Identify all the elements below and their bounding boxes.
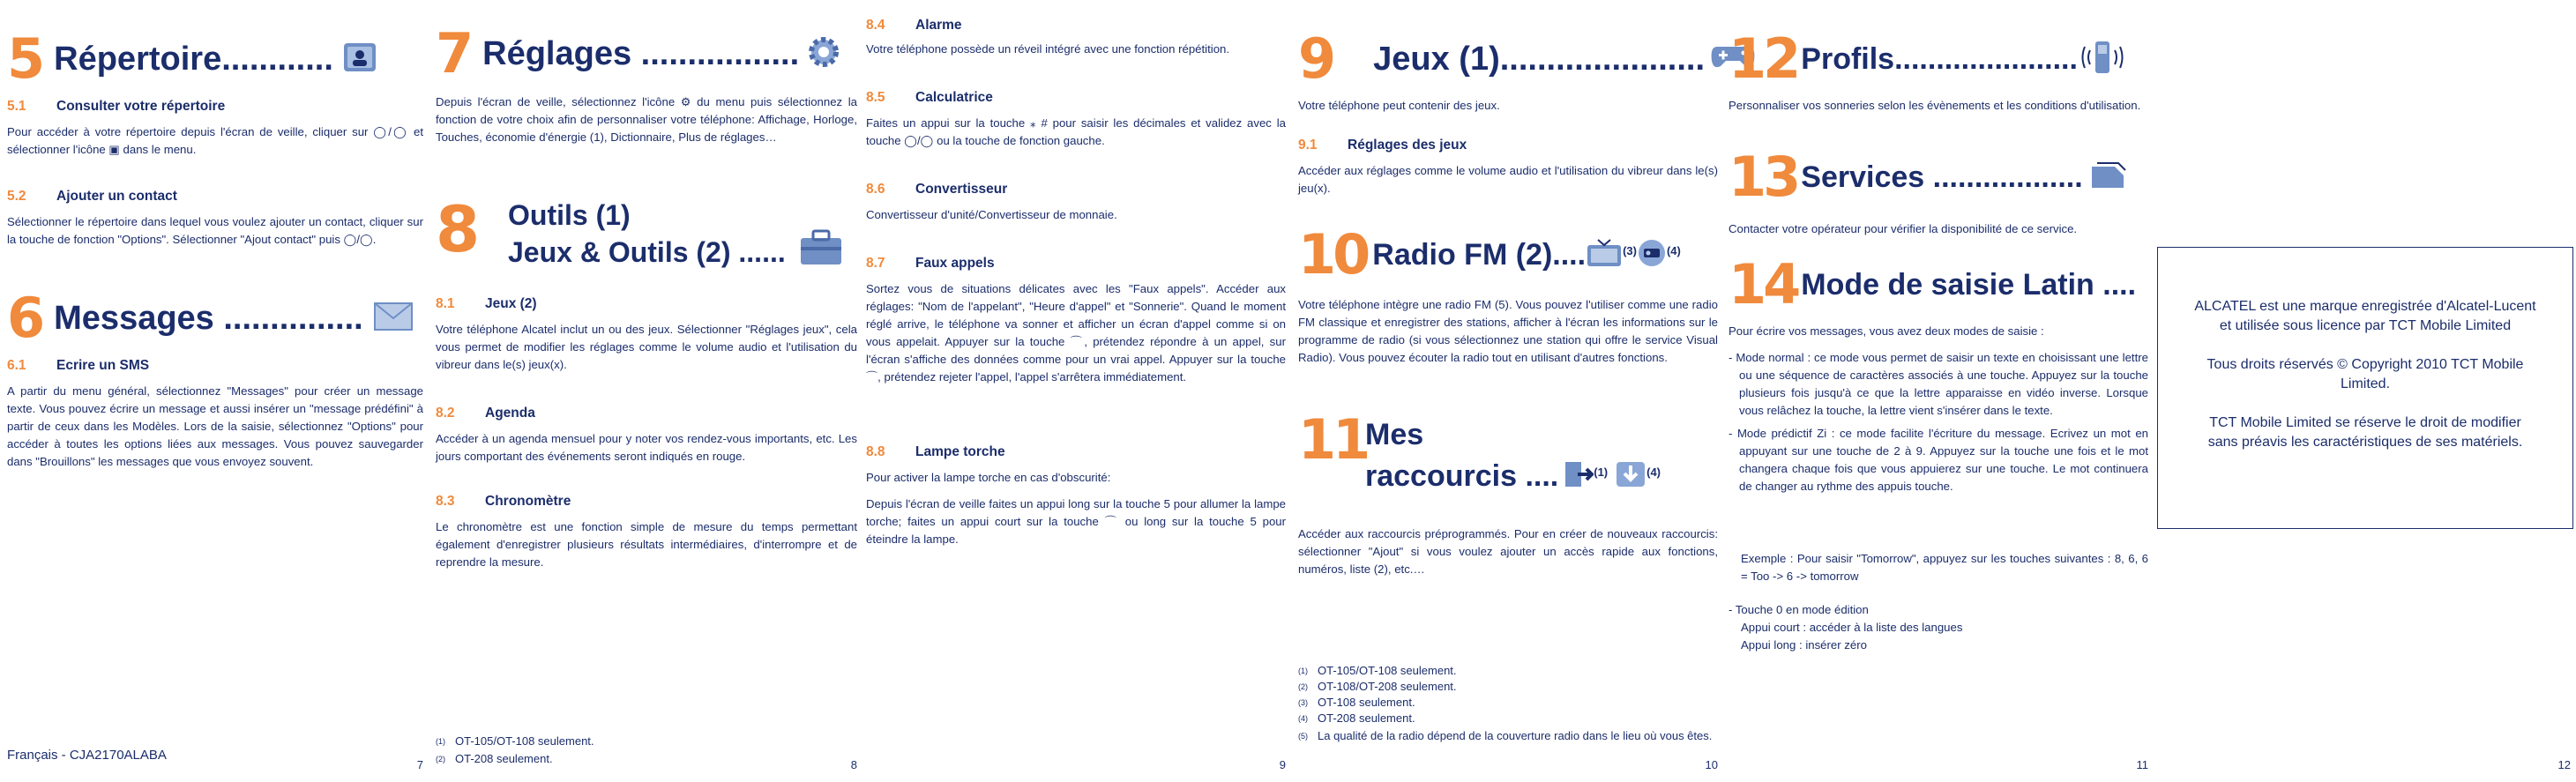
section-title: Convertisseur <box>915 182 1008 197</box>
section-title: Calculatrice <box>915 90 993 105</box>
heading-number: 9 <box>1298 26 1333 91</box>
heading-10 <box>1298 222 1681 287</box>
phone-profile-icon <box>2081 40 2124 79</box>
section-8-8 <box>866 444 1005 460</box>
heading-number: 5 <box>7 26 42 91</box>
heading-title: Jeux (1)...................... <box>1373 40 1706 78</box>
page-11 <box>1729 0 2148 782</box>
section-9-1-text: Accéder aux réglages comme le volume audio et l'utilisation du vibreur dans le(s) jeu(x). <box>1298 164 1718 195</box>
legal-notice-box <box>2157 247 2573 529</box>
footnote-ref: (4) <box>1646 465 1661 479</box>
section-number: 8.8 <box>866 444 885 459</box>
section-6-1-text: A partir du menu général, sélectionnez "Messages" pour créer un message texte. Vous pouvez écrire un message et aussi insérer un "message prédéfini" à partir de ceux dans les Modèles. Lors de la saisie, sélectionnez "Options" pour accéder à toutes les options liées aux messages. Vous pouvez sauvegarder dans "Brouillons" les messages que vous envoyez souvent. <box>7 384 423 468</box>
heading-5 <box>7 26 377 91</box>
touche-0-text: - Touche 0 en mode édition <box>1729 603 1869 616</box>
heading-7 <box>436 21 843 86</box>
heading-number: 13 <box>1729 145 1798 209</box>
appui-court-text: Appui court : accéder à la liste des langues <box>1741 621 1963 634</box>
heading-11-title-a: Mes <box>1365 418 1424 451</box>
section-8-5-text: Faites un appui sur la touche ⁎ # pour saisir les décimales et validez avec la touche ◯/◯ ou la touche de fonction gauche. <box>866 116 1286 147</box>
section-8-2-text: Accéder à un agenda mensuel pour y noter vos rendez-vous importants, etc. Les jours comportant des événements seront indiqués en rouge. <box>436 432 857 463</box>
section-8-6 <box>866 182 1007 197</box>
section-8-3 <box>436 494 571 510</box>
section-title: Lampe torche <box>915 444 1005 459</box>
footnote-text: OT-108 seulement. <box>1318 696 1415 709</box>
section-8-3-text: Le chronomètre est une fonction simple de mesure du temps permettant également d'enregistrer plusieurs résultats intermédiaires, d'interrompre et de reprendre la mesure. <box>436 520 857 569</box>
heading-12 <box>1729 26 2124 91</box>
heading-13 <box>1729 145 2127 209</box>
section-9-1 <box>1298 138 1467 153</box>
section-number: 5.2 <box>7 189 26 204</box>
section-7-text: Depuis l'écran de veille, sélectionnez l'icône ⚙ du menu puis sélectionnez la fonction de votre choix afin de personnaliser votre téléphone: Affichage, Horloge, Touches, économie d'énergie (1), Dictionnaire, Plus de réglages… <box>436 95 857 144</box>
page-number: 8 <box>850 758 857 771</box>
heading-number: 10 <box>1298 222 1368 287</box>
sim-services-icon <box>2088 160 2127 196</box>
section-5-2 <box>7 189 177 205</box>
section-number: 8.6 <box>866 182 885 197</box>
heading-number: 6 <box>7 286 42 350</box>
section-8-1-text: Votre téléphone Alcatel inclut un ou des jeux. Sélectionner "Réglages jeux", cela vous permet de modifier les réglages comme le volume audio et l'utilisation du vibreur dans le(s) jeux(x). <box>436 323 857 371</box>
footnote-text: OT-208 seulement. <box>1318 711 1415 725</box>
tv-icon <box>1586 238 1623 272</box>
section-8-8-text-b: Depuis l'écran de veille faites un appui long sur la touche 5 pour allumer la lampe torche; faites un appui court sur la touche ⌒ ou long sur la touche 5 pour éteindre la lampe. <box>866 497 1286 546</box>
section-number: 8.2 <box>436 406 455 421</box>
section-number: 8.7 <box>866 256 885 271</box>
footer-language: Français - CJA2170ALABA <box>7 748 167 763</box>
section-8-5 <box>866 90 993 106</box>
section-8-4 <box>866 18 962 34</box>
section-title: Faux appels <box>915 256 995 271</box>
section-number: 8.1 <box>436 296 455 311</box>
section-14-intro: Pour écrire vos messages, vous avez deux modes de saisie : <box>1729 324 2044 338</box>
page-8 <box>436 0 857 782</box>
page-number: 10 <box>1705 758 1718 771</box>
mode-predictif-text: - Mode prédictif Zi : ce mode facilite l'écriture du message. Ecrivez un mot en appuyant sur une touche de 2 à 9. Appuyez sur la touche une fois et le mot changera chaque fois que vous appuierez sur une touche. Le mot continuera de changer au rythme des appuis touche. <box>1729 427 2148 493</box>
section-8-7 <box>866 256 995 272</box>
appui-long-text: Appui long : insérer zéro <box>1741 638 1867 652</box>
section-number: 8.5 <box>866 90 885 105</box>
footnote-3: (3) OT-108 seulement. <box>1298 696 1415 709</box>
heading-title: Répertoire............ <box>54 40 333 78</box>
footnote-ref: (1) <box>1594 465 1609 479</box>
section-title: Consulter votre répertoire <box>56 99 226 114</box>
footnote-text: OT-105/OT-108 seulement. <box>455 734 594 748</box>
envelope-icon <box>374 302 413 335</box>
heading-8-number: 8 <box>436 192 477 266</box>
example-text: Exemple : Pour saisir "Tomorrow", appuyez sur les touches suivantes : 8, 6, 6 = Too -> 6 -> tomorrow <box>1741 552 2148 583</box>
footnote-text: La qualité de la radio dépend de la couverture radio dans le lieu où vous êtes. <box>1318 729 1713 742</box>
legal-trademark: ALCATEL est une marque enregistrée d'Alcatel-Lucent et utilisée sous licence par TCT Mobile Limited <box>2194 299 2536 333</box>
footnote-4: (4) OT-208 seulement. <box>1298 711 1415 725</box>
footnote-text: OT-105/OT-108 seulement. <box>1318 664 1457 677</box>
mode-normal-text: - Mode normal : ce mode vous permet de saisir un texte en choisissant une lettre ou une séquence de caractères associés à une touche. Appuyez sur la touche plusieurs fois jusqu'à ce que la lettre apparaisse en vidéo inverse. Lorsque vous relâchez la touche, la lettre vient s'insérer dans le texte. <box>1729 351 2148 417</box>
heading-6 <box>7 286 413 350</box>
legal-reservation: TCT Mobile Limited se réserve le droit de modifier sans préavis les caractéristiques de ses matériels. <box>2207 415 2523 450</box>
heading-8-title-b: Jeux & Outils (2) ...... <box>508 236 786 268</box>
footnote-ref: (3) <box>1623 243 1637 257</box>
page-number: 7 <box>416 758 423 771</box>
page-10 <box>1298 0 1718 782</box>
section-8-8-text-a: Pour activer la lampe torche en cas d'obscurité: <box>866 471 1111 484</box>
section-number: 9.1 <box>1298 138 1318 153</box>
section-title: Agenda <box>485 406 535 421</box>
heading-14 <box>1729 252 2137 317</box>
page-7 <box>7 0 423 782</box>
footnote-1: (1) OT-105/OT-108 seulement. <box>436 734 594 748</box>
contacts-icon <box>342 40 377 79</box>
section-title: Réglages des jeux <box>1348 138 1467 153</box>
page-9 <box>866 0 1286 782</box>
section-5-1 <box>7 99 225 115</box>
page-number-12: 12 <box>2557 758 2571 771</box>
section-8-1 <box>436 296 537 312</box>
section-8-6-text: Convertisseur d'unité/Convertisseur de monnaie. <box>866 208 1117 221</box>
section-title: Chronomètre <box>485 494 571 509</box>
section-number: 8.4 <box>866 18 885 33</box>
shortcut-exit-icon <box>1562 458 1594 495</box>
section-13-text: Contacter votre opérateur pour vérifier la disponibilité de ce service. <box>1729 222 2078 235</box>
section-title: Ecrire un SMS <box>56 358 150 373</box>
section-8-7-text: Sortez vous de situations délicates avec les "Faux appels". Accéder aux réglages: "Nom de l'appelant", "Heure d'appel" et "Sonnerie". Quand le moment réglé arrive, le téléphone va sonner et afficher un écran d'appel comme si on vous appelait. Appuyer sur la touche ⌒, prétendez répondre à un appel, sur l'écran s'affiche des données comme pour un vrai appel. Appuyer sur la touche ⌒, prétendez rejeter l'appel, l'appel s'arrêtera immédiatement. <box>866 282 1286 384</box>
heading-11-line-b <box>1365 458 1661 495</box>
heading-title: Mode de saisie Latin .... <box>1801 267 2137 302</box>
section-number: 6.1 <box>7 358 26 373</box>
gear-icon <box>804 33 843 76</box>
footnote-5: (5) La qualité de la radio dépend de la couverture radio dans le lieu où vous êtes. <box>1298 729 1713 742</box>
shortcut-download-icon <box>1615 458 1646 495</box>
heading-number: 12 <box>1729 26 1798 91</box>
heading-8-title-a: Outils (1) <box>508 199 631 231</box>
section-title: Alarme <box>915 18 962 33</box>
heading-title: Messages ............... <box>54 299 363 337</box>
footnote-1: (1) OT-105/OT-108 seulement. <box>1298 664 1457 677</box>
section-title: Jeux (2) <box>485 296 537 311</box>
section-6-1 <box>7 358 149 374</box>
section-11-text: Accéder aux raccourcis préprogrammés. Pour en créer de nouveaux raccourcis: sélectionner "Ajout" si vous voulez ajouter un accès rapide aux fonctions, numéros, liste (2), etc.… <box>1298 527 1718 576</box>
page-number: 11 <box>2136 758 2148 771</box>
heading-title: raccourcis .... <box>1365 459 1559 493</box>
footnote-2: (2) OT-108/OT-208 seulement. <box>1298 680 1457 693</box>
page-number: 9 <box>1279 758 1286 771</box>
heading-9 <box>1298 26 1756 91</box>
section-9-text: Votre téléphone peut contenir des jeux. <box>1298 99 1500 112</box>
toolbox-icon <box>799 229 843 271</box>
legal-copyright: Tous droits réservés © Copyright 2010 TCT Mobile Limited. <box>2206 357 2524 391</box>
section-8-2 <box>436 406 535 421</box>
section-number: 8.3 <box>436 494 455 509</box>
section-10-text: Votre téléphone intègre une radio FM (5). Vous pouvez l'utiliser comme une radio FM classique et enregistrer des stations, afficher à l'écran les informations sur le programme de radio (si vous sélectionnez une station qui offre le service Visual Radio). Vous pouvez écouter la radio tout en utilisant d'autres fonctions. <box>1298 298 1718 364</box>
section-12-text: Personnaliser vos sonneries selon les évènements et les conditions d'utilisation. <box>1729 99 2141 112</box>
footnote-text: OT-108/OT-208 seulement. <box>1318 680 1457 693</box>
footnote-text: OT-208 seulement. <box>455 752 553 765</box>
heading-number: 7 <box>436 21 471 86</box>
footnote-2: (2) OT-208 seulement. <box>436 752 553 765</box>
heading-number: 14 <box>1729 252 1798 317</box>
footnote-ref: (4) <box>1666 243 1681 257</box>
section-title: Ajouter un contact <box>56 189 177 204</box>
heading-title: Services .................. <box>1801 160 2083 194</box>
heading-title: Radio FM (2).... <box>1372 237 1587 272</box>
radio-icon <box>1637 238 1667 272</box>
section-number: 5.1 <box>7 99 26 114</box>
heading-11-number: 11 <box>1298 407 1368 472</box>
heading-title: Réglages ................. <box>482 34 800 72</box>
section-5-1-text: Pour accéder à votre répertoire depuis l'écran de veille, cliquer sur ◯/◯ et sélectionner l'icône ▣ dans le menu. <box>7 125 423 156</box>
section-8-4-text: Votre téléphone possède un réveil intégré avec une fonction répétition. <box>866 42 1230 56</box>
section-5-2-text: Sélectionner le répertoire dans lequel vous voulez ajouter un contact, cliquer sur la touche de fonction "Options". Sélectionner "Ajout contact" puis ◯/◯. <box>7 215 423 246</box>
heading-title: Profils...................... <box>1801 41 2078 76</box>
